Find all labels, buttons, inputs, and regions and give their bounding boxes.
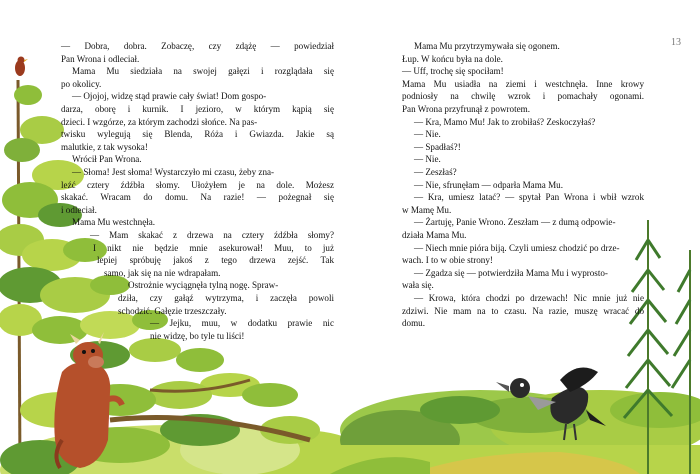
left-line: Mama Mu siedziała na swojej gałęzi i rozglądała się xyxy=(72,66,334,77)
left-line: lepiej spróbuję jakoś z tego drzewa zejść. Tak xyxy=(97,255,334,266)
left-line: — Słoma! Jest słoma! Wystarczyło mi czasu, żeby zna- xyxy=(72,167,275,177)
left-line: po okolicy. xyxy=(61,78,102,89)
right-line: — Kra, Mamo Mu! Jak to zrobiłaś? Zeskoczyłaś? xyxy=(414,116,596,127)
left-line: — Ojojoj, widzę stąd prawie cały świat! Dom gospo- xyxy=(72,91,267,102)
left-line: leźć cztery źdźbła słomy. Ułożyłem je na dole. Możesz xyxy=(61,179,334,190)
left-line: I nikt nie będzie mnie asekurował! Muu, to już xyxy=(93,242,334,253)
right-line: wach. I to w obie strony! xyxy=(402,255,493,266)
right-line: zdziwi. Nie mam na to czasu. Na razie, muszę wracać do xyxy=(402,305,644,316)
right-line: — Krowa, która chodzi po drzewach! Nic mnie już nie xyxy=(414,293,644,303)
right-line: — Żartuję, Panie Wrono. Zeszłam — z dumą odpowie- xyxy=(414,217,616,228)
right-line: Pan Wrona przyfrunął z powrotem. xyxy=(402,104,531,114)
left-line: darza, oborę i kurnik. I jezioro, w którym kąpią się xyxy=(61,104,334,114)
right-line: — Nie, sfrunęłam — odparła Mama Mu. xyxy=(414,179,563,190)
right-line: Mama Mu usiadła na ziemi i westchnęła. Inne krowy xyxy=(402,78,644,89)
right-line: — Nie. xyxy=(414,129,441,140)
left-line: Wrócił Pan Wrona. xyxy=(72,154,142,165)
left-line: i odleciał. xyxy=(61,204,97,215)
left-line: malutkie, z tak wysoka! xyxy=(61,141,148,152)
right-line: w Mamę Mu. xyxy=(402,204,452,215)
right-line: domu. xyxy=(402,318,425,329)
left-line: Mama Mu westchnęła. xyxy=(72,217,156,228)
left-line: — Dobra, dobra. Zobaczę, czy zdążę — powiedział xyxy=(61,41,334,51)
page-number: 13 xyxy=(671,37,681,48)
left-line: dzieci. I wzgórze, za którym zachodzi słońce. Na pas- xyxy=(61,116,258,127)
right-line: Mama Mu przytrzymywała się ogonem. xyxy=(414,41,560,51)
left-line: Ostrożnie wyciągnęła tylną nogę. Spraw- xyxy=(128,280,279,291)
right-line: działa Mama Mu. xyxy=(402,230,467,240)
right-line: — Zeszłaś? xyxy=(414,167,457,177)
left-line: — Jejku, muu, w dodatku prawie nic xyxy=(150,318,334,329)
right-line: Łup. W końcu była na dole. xyxy=(402,53,503,64)
left-line: schodzić. Gałęzie trzeszczały. xyxy=(118,305,227,316)
right-line: — Spadłaś?! xyxy=(414,141,461,152)
right-line: — Nie. xyxy=(414,154,441,165)
left-line: samo, jak się na nie wdrapałam. xyxy=(104,267,221,278)
left-line: — Mam skakać z drzewa na cztery źdźbła słomy? xyxy=(90,230,334,240)
left-line: twisku wylegują się Blenda, Róża i Gwiazda. Jakie są xyxy=(61,129,334,140)
small-bird-icon xyxy=(15,57,28,77)
right-line: — Uff, trochę się spociłam! xyxy=(402,66,504,77)
right-line: — Kra, umiesz latać? — spytał Pan Wrona i wbił wzrok xyxy=(414,192,644,203)
right-line: wała się. xyxy=(402,280,434,291)
right-landscape xyxy=(330,390,700,474)
left-line: dziła, czy gałąź wytrzyma, i zaczęła powoli xyxy=(118,293,334,303)
left-line: Pan Wrona i odleciał. xyxy=(61,53,140,64)
left-line: nie widzę, bo tyle tu liści! xyxy=(150,330,245,341)
right-line: podniosły na chwilę wzrok i pomachały ogonami. xyxy=(402,91,644,102)
right-line: — Zgadza się — potwierdziła Mama Mu i wyprosto- xyxy=(414,267,608,278)
left-line: skakać. Wracam do domu. Na razie! — pożegnał się xyxy=(61,192,334,203)
right-line: — Niech mnie pióra biją. Czyli umiesz chodzić po drze- xyxy=(414,242,620,253)
